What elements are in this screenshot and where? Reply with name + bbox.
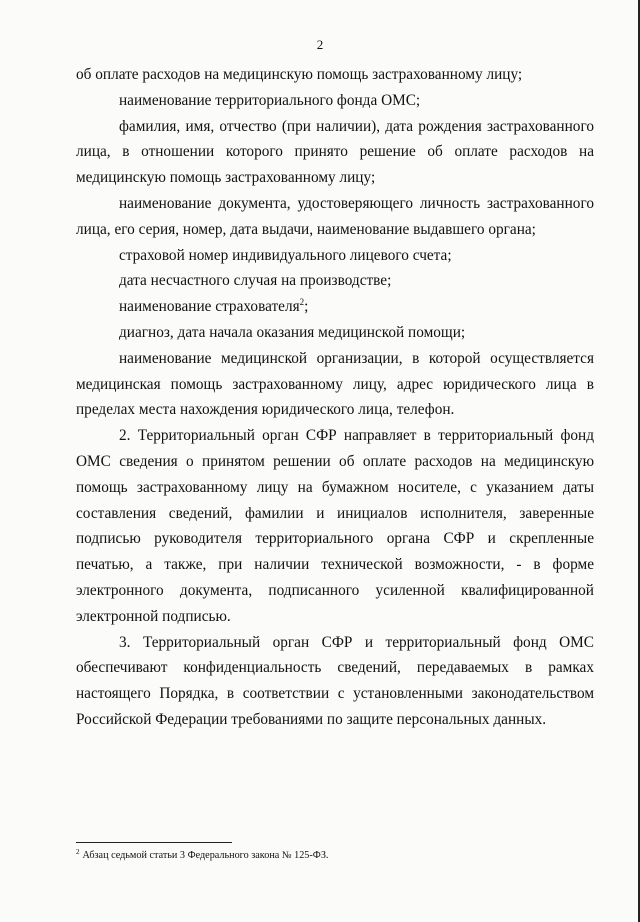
paragraph-11: 3. Территориальный орган СФР и территориальный фонд ОМС обеспечивают конфиденциальность сведений, передаваемых в рамках настоящего Порядка, в соответствии с установленными законодательством Российской Федерации требованиями по защите персональных данных.	[76, 633, 594, 728]
footnote-mark: 2	[76, 848, 80, 856]
paragraph-7	[76, 294, 594, 320]
paragraph-2: наименование территориального фонда ОМС;	[119, 91, 421, 109]
paragraph-7-text: наименование страхователя	[119, 298, 300, 316]
paragraph-4: наименование документа, удостоверяющего личность застрахованного лица, его серия, номер, дата выдачи, наименование выдавшего органа;	[76, 194, 594, 238]
paragraph-8: диагноз, дата начала оказания медицинской помощи;	[119, 323, 466, 341]
page-number: 2	[316, 37, 324, 52]
footnote-text: Абзац седьмой статьи 3 Федерального закона № 125-ФЗ.	[82, 850, 329, 861]
document-body	[76, 62, 594, 733]
paragraph-3: фамилия, имя, отчество (при наличии), дата рождения застрахованного лица, в отношении которого принято решение об оплате расходов на медицинскую помощь застрахованному лицу;	[76, 117, 594, 187]
footnote	[76, 849, 596, 863]
footnote-divider	[76, 842, 232, 843]
paragraph-5: страховой номер индивидуального лицевого счета;	[119, 246, 452, 264]
footnote-reference: 2	[299, 297, 305, 308]
paragraph-10: 2. Территориальный орган СФР направляет в территориальный фонд ОМС сведения о принятом решении об оплате расходов на медицинскую помощь застрахованному лицу на бумажном носителе, с указанием даты составления сведений, фамилии и инициалов исполнителя, заверенные подписью руководителя территориального органа СФР и скрепленные печатью, а также, при наличии технической возможности, - в форме электронного документа, подписанного усиленной квалифицированной электронной подписью.	[76, 427, 594, 625]
paragraph-9: наименование медицинской организации, в которой осуществляется медицинская помощь застрахованному лицу, адрес юридического лица в пределах места нахождения юридического лица, телефон.	[76, 349, 594, 419]
paragraph-6: дата несчастного случая на производстве;	[119, 272, 392, 290]
paragraph-1: об оплате расходов на медицинскую помощь застрахованному лицу;	[76, 66, 523, 83]
paragraph-7-tail: ;	[304, 298, 309, 316]
